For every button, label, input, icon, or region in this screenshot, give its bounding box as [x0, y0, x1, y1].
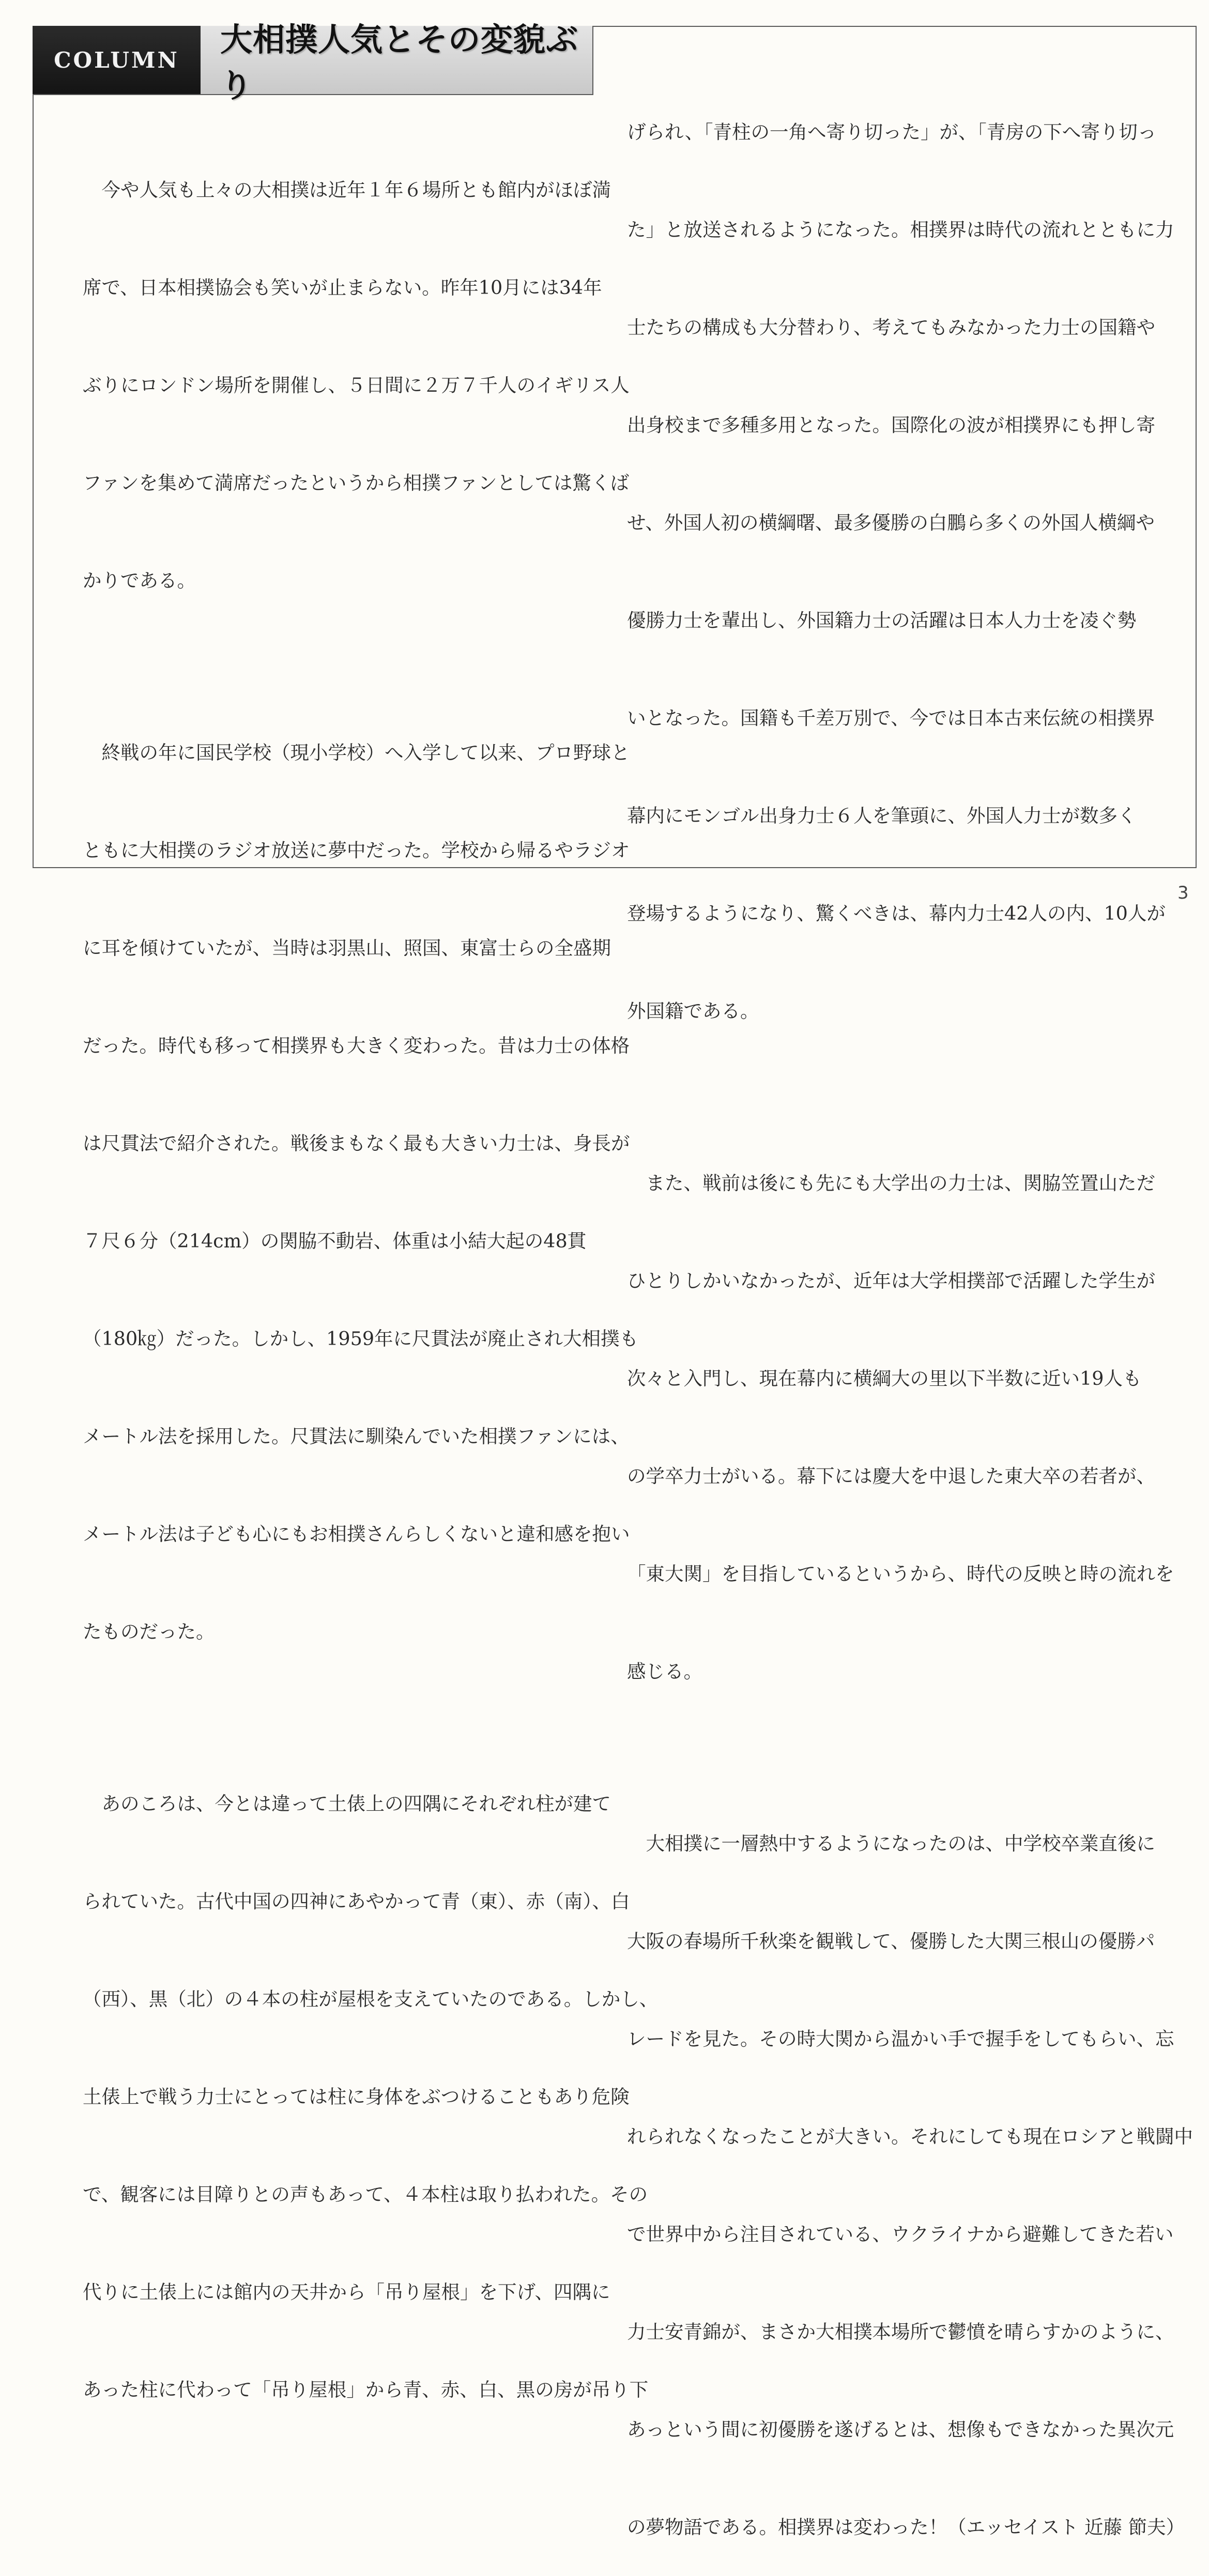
text-line: ぶりにロンドン場所を開催し、５日間に２万７千人のイギリス人	[83, 374, 630, 396]
column-title: 大相撲人気とその変貌ぶり	[220, 21, 579, 104]
text-line: 今や人気も上々の大相撲は近年１年６場所とも館内がほぼ満	[83, 179, 611, 201]
text-line: の学卒力士がいる。幕下には慶大を中退した東大卒の若者が、	[627, 1465, 1155, 1487]
text-line: 席で、日本相撲協会も笑いが止まらない。昨年10月には34年	[83, 276, 602, 299]
paragraph-gap	[627, 1753, 1188, 1762]
text-line: られていた。古代中国の四神にあやかって青（東）、赤（南）、白	[83, 1890, 630, 1912]
text-line: 次々と入門し、現在幕内に横綱大の里以下半数に近い19人も	[627, 1367, 1142, 1390]
text-line: ひとりしかいなかったが、近年は大学相撲部で活躍した学生が	[627, 1270, 1155, 1292]
paragraph-gap	[627, 1092, 1188, 1102]
text-line: ともに大相撲のラジオ放送に夢中だった。学校から帰るやラジオ	[83, 839, 630, 861]
text-line: 幕内にモンゴル出身力士６人を筆頭に、外国人力士が数多く	[627, 805, 1137, 827]
text-line: 出身校まで多種多用となった。国際化の波が相撲界にも押し寄	[627, 414, 1155, 436]
text-line: 感じる。	[627, 1660, 702, 1683]
text-line: 優勝力士を輩出し、外国籍力士の活躍は日本人力士を凌ぐ勢	[627, 609, 1137, 631]
text-line: 土俵上で戦う力士にとっては柱に身体をぶつけることもあり危険	[83, 2086, 630, 2108]
paragraph-gap	[83, 1713, 610, 1722]
text-line: あっという間に初優勝を遂げるとは、想像もできなかった異次元	[627, 2418, 1174, 2441]
text-line: 力士安青錦が、まさか大相撲本場所で鬱憤を晴らすかのように、	[627, 2321, 1174, 2343]
text-line: 大阪の春場所千秋楽を観戦して、優勝した大関三根山の優勝パ	[627, 1930, 1155, 1952]
text-line: で、観客には目障りとの声もあって、４本柱は取り払われた。その	[83, 2183, 648, 2205]
text-line: に耳を傾けていたが、当時は羽黒山、照国、東富士らの全盛期	[83, 937, 611, 959]
right-text-column	[627, 51, 1193, 2576]
text-line: れられなくなったことが大きい。それにしても現在ロシアと戦闘中	[627, 2125, 1193, 2148]
text-line: ７尺６分（214cm）の関脇不動岩、体重は小結大起の48貫	[83, 1230, 587, 1252]
text-line: せ、外国人初の横綱曙、最多優勝の白鵬ら多くの外国人横綱や	[627, 512, 1155, 534]
text-line: たものだった。	[83, 1621, 215, 1643]
column-label: COLUMN	[33, 26, 201, 94]
text-line: 士たちの構成も大分替わり、考えてもみなかった力士の国籍や	[627, 316, 1155, 338]
text-line: メートル法は子ども心にもお相撲さんらしくないと違和感を抱い	[83, 1523, 630, 1545]
text-line: （180㎏）だった。しかし、1959年に尺貫法が廃止され大相撲も	[83, 1328, 639, 1350]
page-number: 3	[1177, 883, 1189, 903]
text-line: （西）、黒（北）の４本の柱が屋根を支えていたのである。しかし、	[83, 1988, 659, 2010]
text-line: あのころは、今とは違って土俵上の四隅にそれぞれ柱が建て	[83, 1793, 611, 1815]
text-line: の夢物語である。相撲界は変わった！（エッセイスト 近藤 節夫）	[627, 2516, 1185, 2538]
text-line: 代りに土俵上には館内の天井から「吊り屋根」を下げ、四隅に	[83, 2281, 610, 2303]
text-line: また、戦前は後にも先にも大学出の力士は、関脇笠置山ただ	[627, 1172, 1155, 1194]
text-line: だった。時代も移って相撲界も大きく変わった。昔は力士の体格	[83, 1035, 630, 1057]
text-line: 登場するようになり、驚くべきは、幕内力士42人の内、10人が	[627, 902, 1166, 924]
title-box	[201, 21, 592, 104]
paragraph-gap	[83, 662, 610, 671]
text-line: ファンを集めて満席だったというから相撲ファンとしては驚くば	[83, 472, 630, 494]
text-line: かりである。	[83, 569, 196, 592]
column-header	[33, 21, 593, 104]
text-line: レードを見た。その時大関から温かい手で握手をしてもらい、忘	[627, 2028, 1174, 2050]
text-line: メートル法を採用した。尺貫法に馴染んでいた相撲ファンには、	[83, 1425, 630, 1447]
text-line: で世界中から注目されている、ウクライナから避難してきた若い	[627, 2223, 1174, 2245]
text-line: は尺貫法で紹介された。戦後まもなく最も大きい力士は、身長が	[83, 1132, 630, 1154]
text-line: 大相撲に一層熱中するようになったのは、中学校卒業直後に	[627, 1832, 1155, 1855]
text-line: 終戦の年に国民学校（現小学校）へ入学して以来、プロ野球と	[83, 742, 630, 764]
text-line: た」と放送されるようになった。相撲界は時代の流れとともに力	[627, 219, 1174, 241]
text-line: いとなった。国籍も千差万別で、今では日本古来伝統の相撲界	[627, 707, 1155, 729]
text-line: げられ、「青柱の一角へ寄り切った」が、「青房の下へ寄り切っ	[627, 121, 1157, 143]
left-text-column	[83, 109, 659, 2439]
text-line: 「東大関」を目指しているというから、時代の反映と時の流れを	[627, 1563, 1174, 1585]
text-line: 外国籍である。	[627, 1000, 759, 1022]
text-line: あった柱に代わって「吊り屋根」から青、赤、白、黒の房が吊り下	[83, 2379, 649, 2401]
